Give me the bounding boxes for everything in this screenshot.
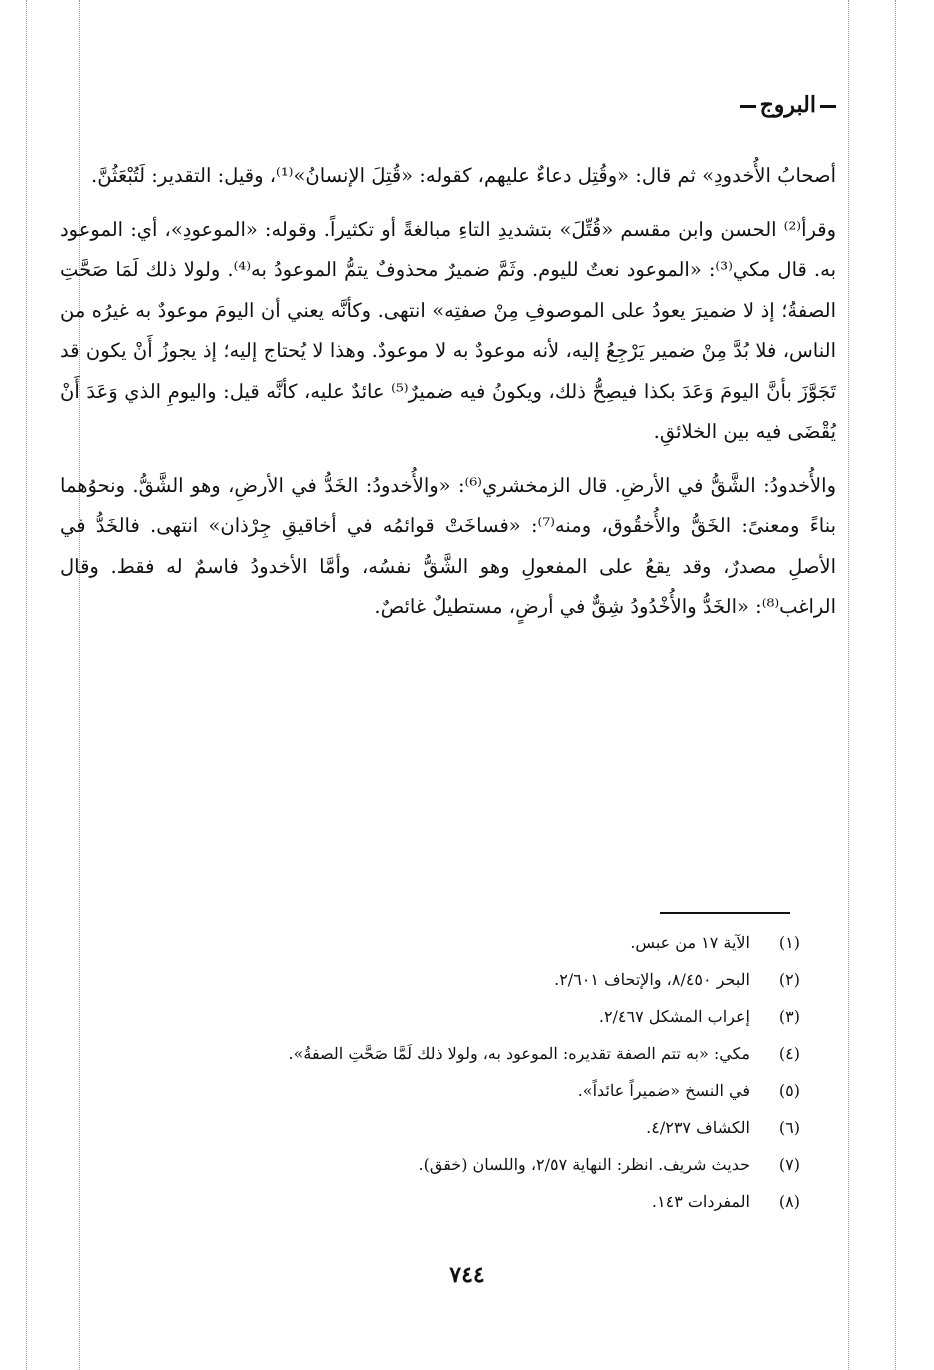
footnote [100, 924, 800, 961]
scan-margin-line [848, 0, 849, 1370]
footnote [100, 1035, 800, 1072]
footnote [100, 1183, 800, 1220]
running-header [60, 92, 840, 118]
paragraph: وقرأ⁽²⁾ الحسن وابن مقسم «قُتِّلَ» بتشديدِ التاءِ مبالغةً أو تكثيراً. وقوله: «الموعودِ»، أي: الموعود به. قال مكي⁽³⁾: «الموعود نعتٌ لليوم. وثَمَّ ضميرٌ محذوفٌ يتمُّ الموعودُ به⁽⁴⁾. ولولا ذلك لَمَا صَحَّتِ الصفةُ؛ إذ لا ضميرَ يعودُ على الموصوفِ مِنْ صفتِه» انتهى. وكأنَّه يعني أن اليومَ موعودٌ به غيرُه من الناس، فلا بُدَّ مِنْ ضمير يَرْجِعُ إليه، لأنه موعودٌ به لا موعودٌ. وهذا لا يُحتاج إليه؛ إذ يجوزُ أَنْ يكون قد تَجَوَّزَ بأنَّ اليومَ وَعَدَ بكذا فيصِحُّ ذلك، ويكونُ فيه ضميرٌ⁽⁵⁾ عائدٌ عليه، كأنَّه قيل: واليومِ الذي وَعَدَ أَنْ يُقْضَى فيه بين الخلائقِ. [60, 217, 836, 443]
header-dash [740, 105, 756, 108]
footnote [100, 998, 800, 1035]
footnote-text: الآية ١٧ من عبس. [630, 933, 750, 952]
footnote-text: البحر ٨/٤٥٠، والإتحاف ٢/٦٠١. [554, 970, 750, 989]
footnote [100, 1109, 800, 1146]
header-dash [820, 105, 836, 108]
scan-margin-line [895, 0, 896, 1370]
footnotes-list [100, 924, 800, 1220]
running-title: البروج [759, 92, 816, 118]
main-text [60, 156, 836, 641]
footnote [100, 1072, 800, 1109]
scan-margin-line [26, 0, 27, 1370]
footnote [100, 1146, 800, 1183]
footnote-text: إعراب المشكل ٢/٤٦٧. [598, 1007, 750, 1026]
footnote-text: الكشاف ٤/٢٣٧. [646, 1118, 750, 1137]
footnote-number: (٦) [778, 1118, 800, 1137]
footnote-number: (١) [778, 933, 800, 952]
footnote-text: مكي: «به تتم الصفة تقديره: الموعود به، ولولا ذلك لَمَّا صَحَّتِ الصفةُ». [288, 1044, 750, 1063]
footnote-number: (٧) [778, 1155, 800, 1174]
footnote-number: (٥) [778, 1081, 800, 1100]
paragraph: والأُخدودُ: الشَّقُّ في الأرضِ. قال الزمخشري⁽⁶⁾: «والأُخدودُ: الخَدُّ في الأرضِ، وهو الشَّقُّ. ونحوُهما بناءً ومعنىً: الخَقُّ والأُخقُوق، ومنه⁽⁷⁾: «فساخَتْ قوائمُه في أخاقيقِ جِرْذان» انتهى. فالخَدُّ في الأصلِ مصدرٌ، وقد يقعُ على المفعولِ وهو الشَّقُّ نفسُه، وأمَّا الأخدودُ فاسمٌ له فقط. وقال الراغب⁽⁸⁾: «الخَدُّ والأُخْدُودُ شِقٌّ في أرضٍ، مستطيلٌ غائصٌ. [60, 473, 837, 618]
footnote-number: (٢) [778, 970, 800, 989]
footnote-text: حديث شريف. انظر: النهاية ٢/٥٧، واللسان (خقق). [418, 1155, 750, 1174]
footnote [100, 961, 800, 998]
footnote-number: (٨) [778, 1192, 800, 1211]
footnote-text: في النسخ «ضميراً عائداً». [577, 1081, 750, 1100]
footnote-text: المفردات ١٤٣. [651, 1192, 750, 1211]
paragraph: أصحابُ الأُخدودِ» ثم قال: «وقُتِل دعاءٌ عليهم، كقوله: «قُتِلَ الإنسانُ»⁽¹⁾، وقيل: التقدير: لَتُبْعَثُنَّ. [91, 164, 836, 187]
footnote-number: (٤) [778, 1044, 800, 1063]
footnote-number: (٣) [778, 1007, 800, 1026]
footnote-separator [660, 912, 790, 914]
page-number: ٧٤٤ [449, 1262, 485, 1288]
